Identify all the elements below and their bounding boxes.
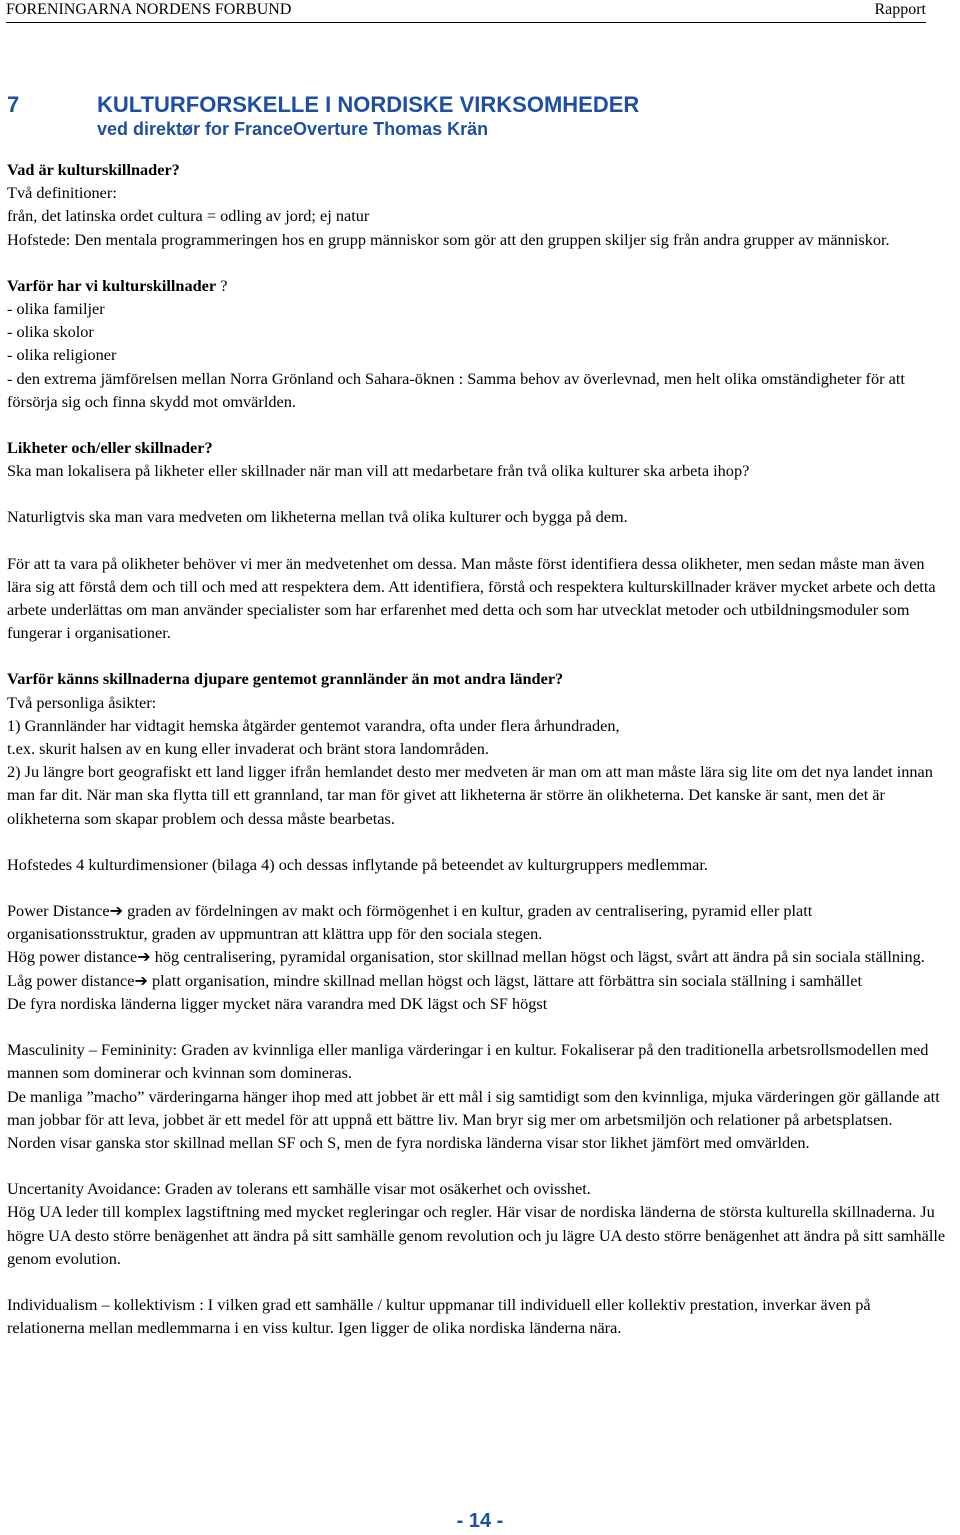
paragraph: Naturligtvis ska man vara medveten om likheterna mellan två olika kulturer och bygga på dem. [7,507,628,527]
list-item: - den extrema jämförelsen mellan Norra Grönland och Sahara-öknen : Samma behov av överlevnad, men helt olika omständigheter för att försörja sig och finna skydd mot omvärlden. [7,368,905,411]
section-heading: Varför känns skillnaderna djupare gentemot grannländer än mot andra länder? [7,669,564,689]
paragraph: Ska man lokalisera på likheter eller skillnader när man vill att medarbetare från två olika kulturer ska arbeta ihop? [7,461,750,481]
chapter-number: 7 [7,92,20,117]
section-heading-wrap [7,274,947,297]
text-line: Två definitioner: [7,183,117,203]
section-similarities [7,436,947,644]
paragraph: De manliga ”macho” värderingarna hänger ihop med att jobbet är ett mål i sig samtidigt som den kvinnliga, mjuka värderingen gör gällande att man jobbar för att leva, jobbet är ett medel för att uppnå ett bättre liv. Man bryr sig mer om arbetsmiljön och relationer på arbetsplatsen. [7,1086,940,1129]
section-definitions [7,158,947,251]
text-line: Hofstede: Den mentala programmeringen hos en grupp människor som gör att den gruppen skiljer sig från andra grupper av människor. [7,229,890,249]
low-power-distance [7,969,947,992]
text-line: 1) Grannländer har vidtagit hemska åtgärder gentemot varandra, ofta under flera århundraden, [7,715,620,735]
term-text: hög centralisering, pyramidal organisation, stor skillnad mellan högst och lägst, svårt att ändra på sin sociala ställning. [150,947,925,967]
page-content [7,92,947,1339]
power-distance-definition [7,899,947,945]
arrow-right-icon: ➔ [109,901,124,921]
term-text: graden av fördelningen av makt och förmögenhet i en kultur, graden av centralisering, pyramid eller platt organisationsstruktur, graden av uppmuntran att klättra upp för den sociala stegen. [7,901,813,944]
term-label: Hög power distance [7,947,138,967]
paragraph: Individualism – kollektivism : I vilken grad ett samhälle / kultur uppmanar till individuell eller kollektiv prestation, inverkar även på relationerna mellan medlemmarna i en viss kultur. Igen ligger de olika nordiska länderna nära. [7,1294,871,1338]
section-uncertainty [7,1177,947,1270]
header-organization: FORENINGARNA NORDENS FORBUND [6,1,292,18]
paragraph: De fyra nordiska länderna ligger mycket nära varandra med DK lägst och SF högst [7,993,548,1013]
chapter-subtitle: ved direktør for FranceOverture Thomas Krän [97,119,489,139]
section-heading: Varför har vi kulturskillnader [7,275,217,295]
term-label: Låg power distance [7,970,135,990]
term-text: platt organisation, mindre skillnad mellan högst och lägst, lättare att förbättra sin sociala ställning i samhället [147,970,862,990]
page-number: - 14 - [456,1510,504,1532]
term-label: Power Distance [7,901,110,921]
text-line: Två personliga åsikter: [7,692,157,712]
section-heading: Likheter och/eller skillnader? [7,438,213,458]
paragraph: Norden visar ganska stor skillnad mellan SF och S, men de fyra nordiska länderna visar stor likhet jämfört med omvärlden. [7,1132,810,1152]
list-item: - olika skolor [7,322,94,342]
section-individualism [7,1293,947,1339]
text-line: t.ex. skurit halsen av en kung eller invaderat och bränt stora landområden. [7,739,489,759]
section-heading: Vad är kulturskillnader? [7,160,180,179]
text-line: 2) Ju längre bort geografiskt ett land ligger ifrån hemlandet desto mer medveten är man om att man måste lära sig lite om det nya landet innan man far dit. När man ska flytta till ett grannland, tar man för givet att likheterna är större än olikheterna. Det kanske är sant, men det är olikheterna som skapar problem och dessa måste bearbetas. [7,762,933,828]
section-reasons [7,274,947,413]
page-header [6,0,926,23]
arrow-right-icon: ➔ [134,970,148,990]
high-power-distance [7,945,947,968]
text-line: från, det latinska ordet cultura = odling av jord; ej natur [7,206,370,226]
arrow-right-icon: ➔ [137,947,151,967]
header-doc-type: Rapport [874,1,926,18]
section-masculinity [7,1038,947,1154]
paragraph: Uncertanity Avoidance: Graden av tolerans ett samhälle visar mot osäkerhet och ovisshet. [7,1179,591,1199]
question-mark: ? [216,275,228,295]
list-item: - olika familjer [7,299,105,319]
paragraph: För att ta vara på olikheter behöver vi mer än medvetenhet om dessa. Man måste först identifiera dessa olikheter, men sedan måste man även lära sig att förstå dem och till och med att respektera dem. Att identifiera, förstå och respektera kulturskillnader kräver mycket arbete och detta arbete underlättas om man använder specialister som har erfarenhet med detta och som har utvecklat metoder och utbildningsmoduler som fungerar i organisationer. [7,553,936,643]
list-item: - olika religioner [7,345,117,365]
chapter-title: KULTURFORSKELLE I NORDISKE VIRKSOMHEDER [97,92,640,117]
paragraph: Hofstedes 4 kulturdimensioner (bilaga 4) och dessas inflytande på beteendet av kulturgruppers medlemmar. [7,854,708,874]
section-hofstede [7,853,947,1015]
paragraph: Masculinity – Femininity: Graden av kvinnliga eller manliga värderingar i en kultur. Fokaliserar på den traditionella arbetsrollsmodellen med mannen som dominerar och kvinnan som domineras. [7,1040,929,1083]
section-neighbours [7,667,947,829]
paragraph: Hög UA leder till komplex lagstiftning med mycket regleringar och regler. Här visar de nordiska länderna de största kulturella skillnaderna. Ju högre UA desto större benägenhet att ändra på sitt samhälle genom revolution och ju lägre UA desto större benägenhet att ändra på sitt samhälle genom evolution. [7,1202,946,1268]
chapter-heading [7,92,947,140]
